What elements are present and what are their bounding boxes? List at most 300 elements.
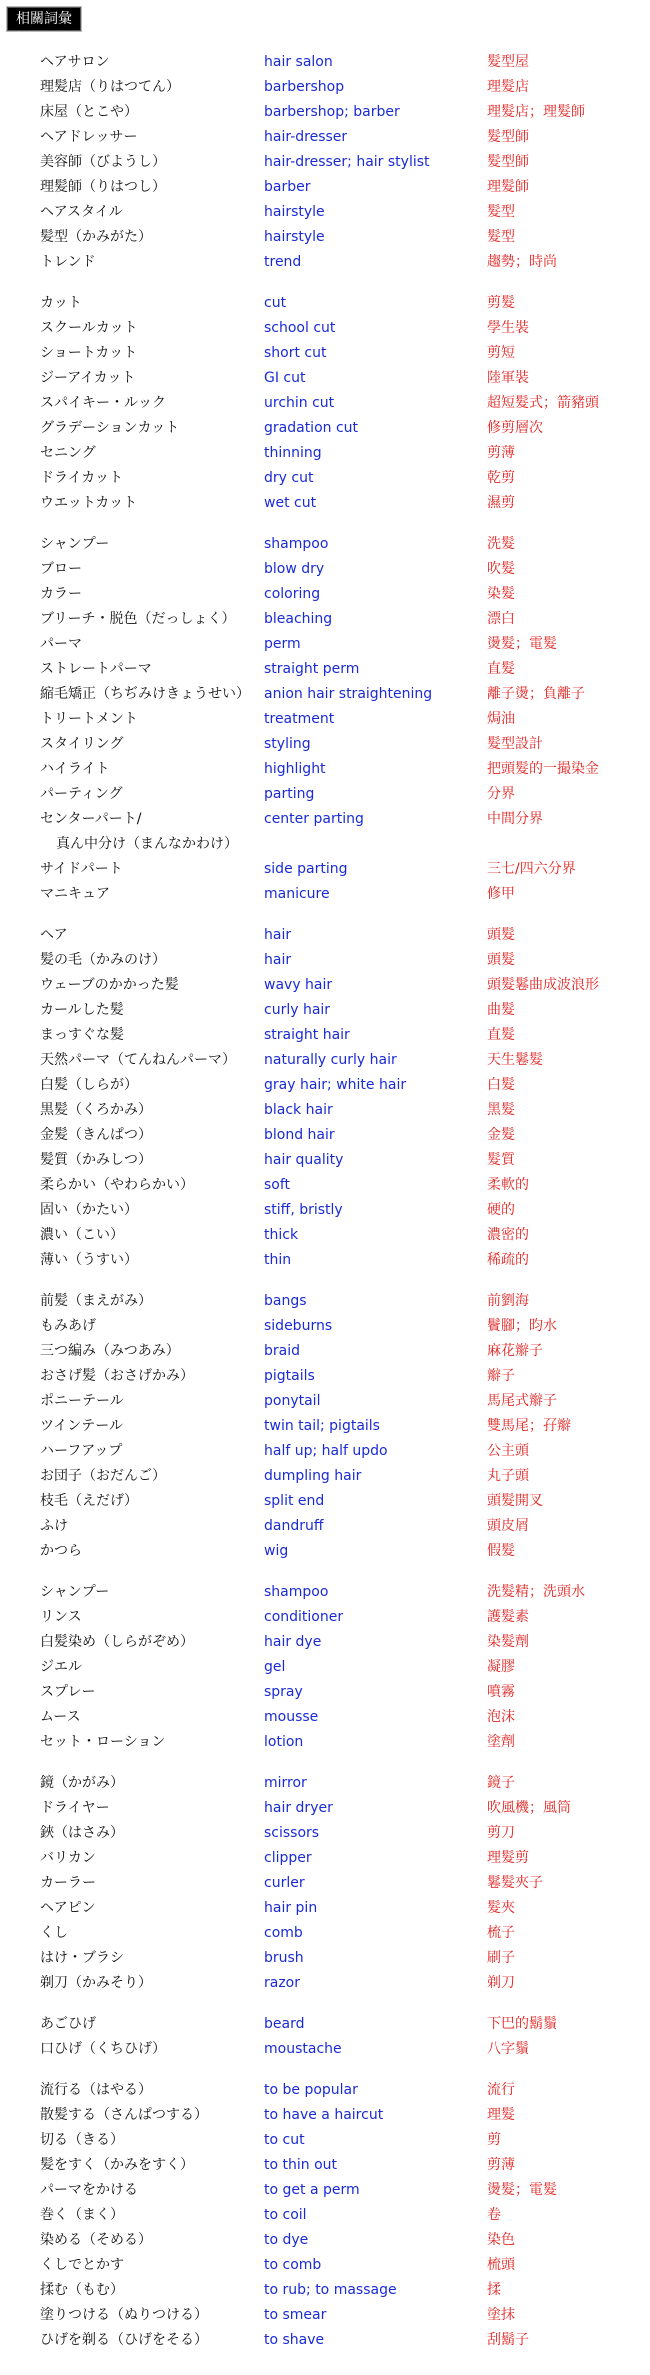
english-term: dry cut [264, 470, 314, 486]
chinese-term: 漂白 [487, 611, 515, 627]
japanese-term: ポニーテール [40, 1393, 124, 1409]
vocab-group [40, 1580, 640, 1755]
japanese-term: センターパート/ [40, 811, 142, 827]
japanese-term: カーラー [40, 1875, 96, 1891]
chinese-term: 修甲 [487, 886, 515, 902]
japanese-term: パーティング [40, 786, 123, 802]
japanese-term: ブリーチ・脱色（だっしょく） [40, 611, 236, 627]
english-term: brush [264, 1950, 304, 1966]
vocab-row [40, 2228, 640, 2253]
english-term: dandruff [264, 1518, 324, 1534]
japanese-term: カールした髪 [40, 1002, 124, 1018]
english-term: to smear [264, 2307, 327, 2323]
english-term: GI cut [264, 370, 306, 386]
english-term: lotion [264, 1734, 304, 1750]
vocab-row [40, 1223, 640, 1248]
vocab-row [40, 1921, 640, 1946]
english-term: gray hair; white hair [264, 1077, 407, 1093]
chinese-term: 曲髮 [487, 1002, 515, 1018]
vocab-row [40, 582, 640, 607]
japanese-term: スタイリング [40, 736, 124, 752]
english-term: ponytail [264, 1393, 321, 1409]
english-term: to be popular [264, 2082, 358, 2098]
chinese-term: 洗髮 [487, 536, 515, 552]
vocab-row [40, 200, 640, 225]
chinese-term: 天生鬈髮 [487, 1052, 543, 1068]
chinese-term: 前劉海 [487, 1293, 529, 1309]
vocab-row [40, 366, 640, 391]
chinese-term: 髮質 [487, 1152, 515, 1168]
chinese-term: 趨勢；時尚 [487, 254, 557, 270]
chinese-term: 下巴的鬍鬚 [487, 2016, 557, 2032]
english-term: straight hair [264, 1027, 350, 1043]
chinese-term: 公主頭 [487, 1443, 529, 1459]
vocab-row [40, 632, 640, 657]
vocab-row [40, 75, 640, 100]
english-term: hair [264, 927, 292, 943]
english-term: split end [264, 1493, 325, 1509]
english-term: soft [264, 1177, 291, 1193]
english-term: hair pin [264, 1900, 318, 1916]
vocab-row [40, 2253, 640, 2278]
chinese-term: 離子燙；負離子 [487, 686, 585, 702]
vocab-row [40, 150, 640, 175]
chinese-term: 馬尾式辮子 [487, 1393, 557, 1409]
english-term: hair salon [264, 54, 333, 70]
english-term: parting [264, 786, 315, 802]
japanese-term: 黒髪（くろかみ） [40, 1102, 152, 1118]
vocab-row [40, 807, 640, 832]
chinese-term: 卷 [487, 2207, 501, 2223]
japanese-term: ドライカット [40, 470, 124, 486]
chinese-term: 頭髮開叉 [487, 1493, 543, 1509]
chinese-term: 濃密的 [487, 1227, 529, 1243]
vocab-row [40, 1023, 640, 1048]
english-term: black hair [264, 1102, 333, 1118]
japanese-term: 切る（きる） [40, 2132, 124, 2148]
vocab-row [40, 391, 640, 416]
english-term: blond hair [264, 1127, 335, 1143]
english-term: to shave [264, 2332, 325, 2348]
english-term: moustache [264, 2041, 342, 2057]
english-term: to rub; to massage [264, 2282, 397, 2298]
chinese-term: 分界 [487, 786, 515, 802]
vocab-row [40, 2037, 640, 2062]
english-term: barber [264, 179, 311, 195]
vocab-row [40, 491, 640, 516]
chinese-term: 染髮 [487, 586, 515, 602]
chinese-term: 髮夾 [487, 1900, 515, 1916]
english-term: coloring [264, 586, 321, 602]
vocab-row [40, 2078, 640, 2103]
chinese-term: 陸軍裝 [487, 370, 529, 386]
vocab-row [40, 923, 640, 948]
english-term: manicure [264, 886, 330, 902]
vocab-row [40, 416, 640, 441]
japanese-term: 床屋（とこや） [40, 104, 138, 120]
english-term: wet cut [264, 495, 317, 511]
vocab-row [40, 1705, 640, 1730]
japanese-term: 髪をすく（かみをすく） [40, 2157, 194, 2173]
chinese-term: 鬈髮夾子 [487, 1875, 543, 1891]
vocab-row [40, 1630, 640, 1655]
english-term: perm [264, 636, 301, 652]
japanese-term: シャンプー [40, 536, 110, 552]
japanese-term: スパイキー・ルック [40, 395, 166, 411]
english-term: wavy hair [264, 977, 333, 993]
japanese-term: ドライヤー [40, 1800, 110, 1816]
english-term: hairstyle [264, 229, 325, 245]
vocab-row [40, 557, 640, 582]
japanese-term: ウエットカット [40, 495, 138, 511]
english-term: short cut [264, 345, 327, 361]
japanese-term: 固い（かたい） [40, 1202, 138, 1218]
chinese-term: 理髮剪 [487, 1850, 529, 1866]
chinese-term: 學生裝 [487, 320, 529, 336]
vocab-row [40, 757, 640, 782]
english-term: to get a perm [264, 2182, 360, 2198]
english-term: to comb [264, 2257, 322, 2273]
english-term: comb [264, 1925, 303, 1941]
japanese-term: 理髪店（りはつてん） [40, 79, 180, 95]
vocab-row [40, 1489, 640, 1514]
english-term: half up; half updo [264, 1443, 388, 1459]
japanese-term: ハーフアップ [40, 1443, 123, 1459]
chinese-term: 刮鬍子 [487, 2332, 529, 2348]
chinese-term: 修剪層次 [487, 420, 543, 436]
japanese-term: 散髪する（さんぱつする） [40, 2107, 208, 2123]
japanese-term: ひげを剃る（ひげをそる） [40, 2332, 208, 2348]
japanese-term: ツインテール [40, 1418, 124, 1434]
vocab-row [40, 657, 640, 682]
chinese-term: 鏡子 [487, 1775, 515, 1791]
english-term: hair-dresser; hair stylist [264, 154, 430, 170]
japanese-term: ヘアピン [40, 1900, 96, 1916]
english-term: wig [264, 1543, 289, 1559]
vocab-row [40, 225, 640, 250]
chinese-term: 理髮店 [487, 79, 529, 95]
chinese-term: 梳頭 [487, 2257, 515, 2273]
chinese-term: 流行 [487, 2082, 515, 2098]
japanese-term: 口ひげ（くちひげ） [40, 2041, 166, 2057]
english-term: mirror [264, 1775, 307, 1791]
japanese-term: 染める（そめる） [40, 2232, 152, 2248]
chinese-term: 硬的 [487, 1202, 515, 1218]
japanese-term: ヘアスタイル [40, 204, 123, 220]
vocab-row [40, 2303, 640, 2328]
vocab-row [40, 1389, 640, 1414]
japanese-term: 白髪染め（しらがぞめ） [40, 1634, 194, 1650]
english-term: spray [264, 1684, 303, 1700]
english-term: dumpling hair [264, 1468, 362, 1484]
vocab-row [40, 2178, 640, 2203]
japanese-term: 揉む（もむ） [40, 2282, 124, 2298]
japanese-term: カラー [40, 586, 82, 602]
vocab-row [40, 998, 640, 1023]
chinese-term: 雙馬尾；孖辮 [487, 1418, 571, 1434]
english-term: razor [264, 1975, 301, 1991]
vocab-row [40, 973, 640, 998]
japanese-term: シャンプー [40, 1584, 110, 1600]
japanese-term: セット・ローション [40, 1734, 166, 1750]
chinese-term: 剪薄 [487, 2157, 515, 2173]
japanese-term: 鋏（はさみ） [40, 1825, 124, 1841]
chinese-term: 髮型師 [487, 154, 529, 170]
chinese-term: 白髮 [487, 1077, 515, 1093]
chinese-term: 塗抹 [487, 2307, 515, 2323]
japanese-term: サイドパート [40, 861, 123, 877]
japanese-term: 髪質（かみしつ） [40, 1152, 152, 1168]
chinese-term: 剪短 [487, 345, 515, 361]
japanese-term: 美容師（びようし） [40, 154, 166, 170]
chinese-term: 假髮 [487, 1543, 515, 1559]
vocab-row [40, 1098, 640, 1123]
chinese-term: 吹髮 [487, 561, 515, 577]
japanese-term: 髪の毛（かみのけ） [40, 952, 166, 968]
japanese-term: 真ん中分け（まんなかわけ） [56, 836, 238, 852]
vocab-group [40, 1771, 640, 1996]
japanese-term: くしでとかす [40, 2257, 124, 2273]
english-term: urchin cut [264, 395, 335, 411]
english-term: shampoo [264, 536, 329, 552]
chinese-term: 理髮師 [487, 179, 529, 195]
vocab-row [40, 1539, 640, 1564]
vocab-row [40, 2278, 640, 2303]
vocab-row [40, 2328, 640, 2353]
english-term: to cut [264, 2132, 305, 2148]
chinese-term: 刷子 [487, 1950, 515, 1966]
english-term: hair quality [264, 1152, 344, 1168]
vocab-row [40, 1339, 640, 1364]
chinese-term: 髮型 [487, 229, 515, 245]
japanese-term: ヘアドレッサー [40, 129, 138, 145]
vocab-row [40, 1314, 640, 1339]
english-term: beard [264, 2016, 305, 2032]
vocab-row [40, 1048, 640, 1073]
japanese-term: 枝毛（えだげ） [40, 1493, 138, 1509]
english-term: pigtails [264, 1368, 315, 1384]
english-term: thinning [264, 445, 322, 461]
japanese-term: トレンド [40, 254, 96, 270]
vocab-row [40, 1796, 640, 1821]
vocab-row [40, 1148, 640, 1173]
vocab-row [40, 1871, 640, 1896]
japanese-term: 理髪師（りはつし） [40, 179, 166, 195]
english-term: curler [264, 1875, 305, 1891]
english-term: bleaching [264, 611, 333, 627]
chinese-term: 塗劑 [487, 1734, 515, 1750]
vocab-row [40, 2128, 640, 2153]
english-term: thick [264, 1227, 299, 1243]
chinese-term: 剪薄 [487, 445, 515, 461]
vocab-row [40, 291, 640, 316]
vocab-row [40, 50, 640, 75]
chinese-term: 凝膠 [487, 1659, 515, 1675]
vocab-row [40, 948, 640, 973]
english-term: hair dryer [264, 1800, 333, 1816]
japanese-term: バリカン [40, 1850, 96, 1866]
chinese-term: 梳子 [487, 1925, 515, 1941]
chinese-term: 黑髮 [487, 1102, 515, 1118]
chinese-term: 剪髮 [487, 295, 515, 311]
vocab-row [40, 1173, 640, 1198]
vocab-row [40, 1414, 640, 1439]
section-title: 相關詞彙 [6, 6, 82, 32]
chinese-term: 麻花辮子 [487, 1343, 543, 1359]
english-term: barbershop [264, 79, 345, 95]
chinese-term: 丸子頭 [487, 1468, 529, 1484]
japanese-term: 鏡（かがみ） [40, 1775, 124, 1791]
vocab-row [40, 341, 640, 366]
vocab-row [40, 782, 640, 807]
vocab-row [40, 1248, 640, 1273]
chinese-term: 燙髮；電髮 [487, 2182, 557, 2198]
japanese-term: おさげ髪（おさげかみ） [40, 1368, 194, 1384]
japanese-term: セニング [40, 445, 96, 461]
chinese-term: 超短髮式；箭豬頭 [487, 395, 599, 411]
chinese-term: 噴霧 [487, 1684, 515, 1700]
chinese-term: 髮型師 [487, 129, 529, 145]
chinese-term: 髮型屋 [487, 54, 529, 70]
english-term: hair dye [264, 1634, 322, 1650]
japanese-term: あごひげ [40, 2016, 96, 2032]
chinese-term: 中間分界 [487, 811, 543, 827]
english-term: gel [264, 1659, 286, 1675]
chinese-term: 頭髮 [487, 927, 515, 943]
vocab-row [40, 100, 640, 125]
english-term: anion hair straightening [264, 686, 433, 702]
english-term: twin tail; pigtails [264, 1418, 380, 1434]
vocab-group [40, 2078, 640, 2353]
english-term: highlight [264, 761, 326, 777]
english-term: school cut [264, 320, 336, 336]
chinese-term: 八字鬚 [487, 2041, 529, 2057]
english-term: blow dry [264, 561, 325, 577]
japanese-term: 天然パーマ（てんねんパーマ） [40, 1052, 236, 1068]
japanese-term: グラデーションカット [40, 420, 180, 436]
chinese-term: 理髮 [487, 2107, 515, 2123]
japanese-term: お団子（おだんご） [40, 1468, 166, 1484]
english-term: scissors [264, 1825, 320, 1841]
english-term: sideburns [264, 1318, 333, 1334]
english-term: to coil [264, 2207, 307, 2223]
japanese-term: 濃い（こい） [40, 1227, 124, 1243]
english-term: side parting [264, 861, 348, 877]
chinese-term: 染髮劑 [487, 1634, 529, 1650]
english-term: center parting [264, 811, 364, 827]
japanese-term: パーマをかける [40, 2182, 138, 2198]
japanese-term: 流行る（はやる） [40, 2082, 152, 2098]
vocab-row [40, 607, 640, 632]
japanese-term: 白髪（しらが） [40, 1077, 138, 1093]
japanese-term: 金髪（きんぱつ） [40, 1127, 152, 1143]
vocab-row [40, 857, 640, 882]
vocab-row [40, 1514, 640, 1539]
english-term: bangs [264, 1293, 307, 1309]
chinese-term: 染色 [487, 2232, 515, 2248]
chinese-term: 頭皮屑 [487, 1518, 529, 1534]
vocab-group [40, 50, 640, 275]
chinese-term: 直髮 [487, 1027, 515, 1043]
vocab-group [40, 2012, 640, 2062]
vocab-row [40, 832, 640, 857]
japanese-term: 縮毛矯正（ちぢみけきょうせい） [40, 686, 250, 702]
vocab-row [40, 1439, 640, 1464]
vocab-row [40, 1464, 640, 1489]
chinese-term: 辮子 [487, 1368, 515, 1384]
vocab-row [40, 1123, 640, 1148]
vocab-row [40, 1289, 640, 1314]
english-term: treatment [264, 711, 335, 727]
vocab-row [40, 250, 640, 275]
english-term: hairstyle [264, 204, 325, 220]
english-term: trend [264, 254, 302, 270]
vocab-row [40, 1680, 640, 1705]
japanese-term: 剃刀（かみそり） [40, 1975, 152, 1991]
japanese-term: 三つ編み（みつあみ） [40, 1343, 180, 1359]
japanese-term: ジエル [40, 1659, 82, 1675]
chinese-term: 三七/四六分界 [487, 861, 576, 877]
chinese-term: 洗髮精；洗頭水 [487, 1584, 585, 1600]
chinese-term: 直髮 [487, 661, 515, 677]
vocab-group [40, 291, 640, 516]
english-term: naturally curly hair [264, 1052, 397, 1068]
japanese-term: パーマ [40, 636, 82, 652]
english-term: barbershop; barber [264, 104, 400, 120]
japanese-term: ヘアサロン [40, 54, 110, 70]
chinese-term: 柔軟的 [487, 1177, 529, 1193]
vocab-group [40, 532, 640, 907]
japanese-term: もみあげ [40, 1318, 96, 1334]
japanese-term: トリートメント [40, 711, 138, 727]
vocab-group [40, 923, 640, 1273]
english-term: stiff, bristly [264, 1202, 343, 1218]
japanese-term: ムース [40, 1709, 81, 1725]
vocab-row [40, 1946, 640, 1971]
vocab-row [40, 1821, 640, 1846]
vocab-row [40, 1198, 640, 1223]
chinese-term: 乾剪 [487, 470, 515, 486]
vocab-row [40, 1971, 640, 1996]
vocab-row [40, 441, 640, 466]
english-term: straight perm [264, 661, 360, 677]
vocab-row [40, 2103, 640, 2128]
chinese-term: 揉 [487, 2282, 501, 2298]
chinese-term: 剃刀 [487, 1975, 515, 1991]
vocab-row [40, 1896, 640, 1921]
japanese-term: マニキュア [40, 886, 110, 902]
vocab-row [40, 1655, 640, 1680]
japanese-term: ストレートパーマ [40, 661, 152, 677]
vocab-row [40, 1605, 640, 1630]
vocab-row [40, 2153, 640, 2178]
vocab-row [40, 316, 640, 341]
chinese-term: 把頭髮的一撮染金 [487, 761, 599, 777]
japanese-term: ジーアイカット [40, 370, 136, 386]
chinese-term: 稀疏的 [487, 1252, 529, 1268]
vocab-row [40, 1730, 640, 1755]
japanese-term: くし [40, 1925, 68, 1941]
english-term: styling [264, 736, 311, 752]
japanese-term: ヘア [40, 927, 68, 943]
chinese-term: 髮型 [487, 204, 515, 220]
japanese-term: はけ・ブラシ [40, 1950, 124, 1966]
vocab-row [40, 466, 640, 491]
english-term: cut [264, 295, 287, 311]
japanese-term: ブロー [40, 561, 82, 577]
chinese-term: 護髮素 [487, 1609, 529, 1625]
english-term: curly hair [264, 1002, 331, 1018]
